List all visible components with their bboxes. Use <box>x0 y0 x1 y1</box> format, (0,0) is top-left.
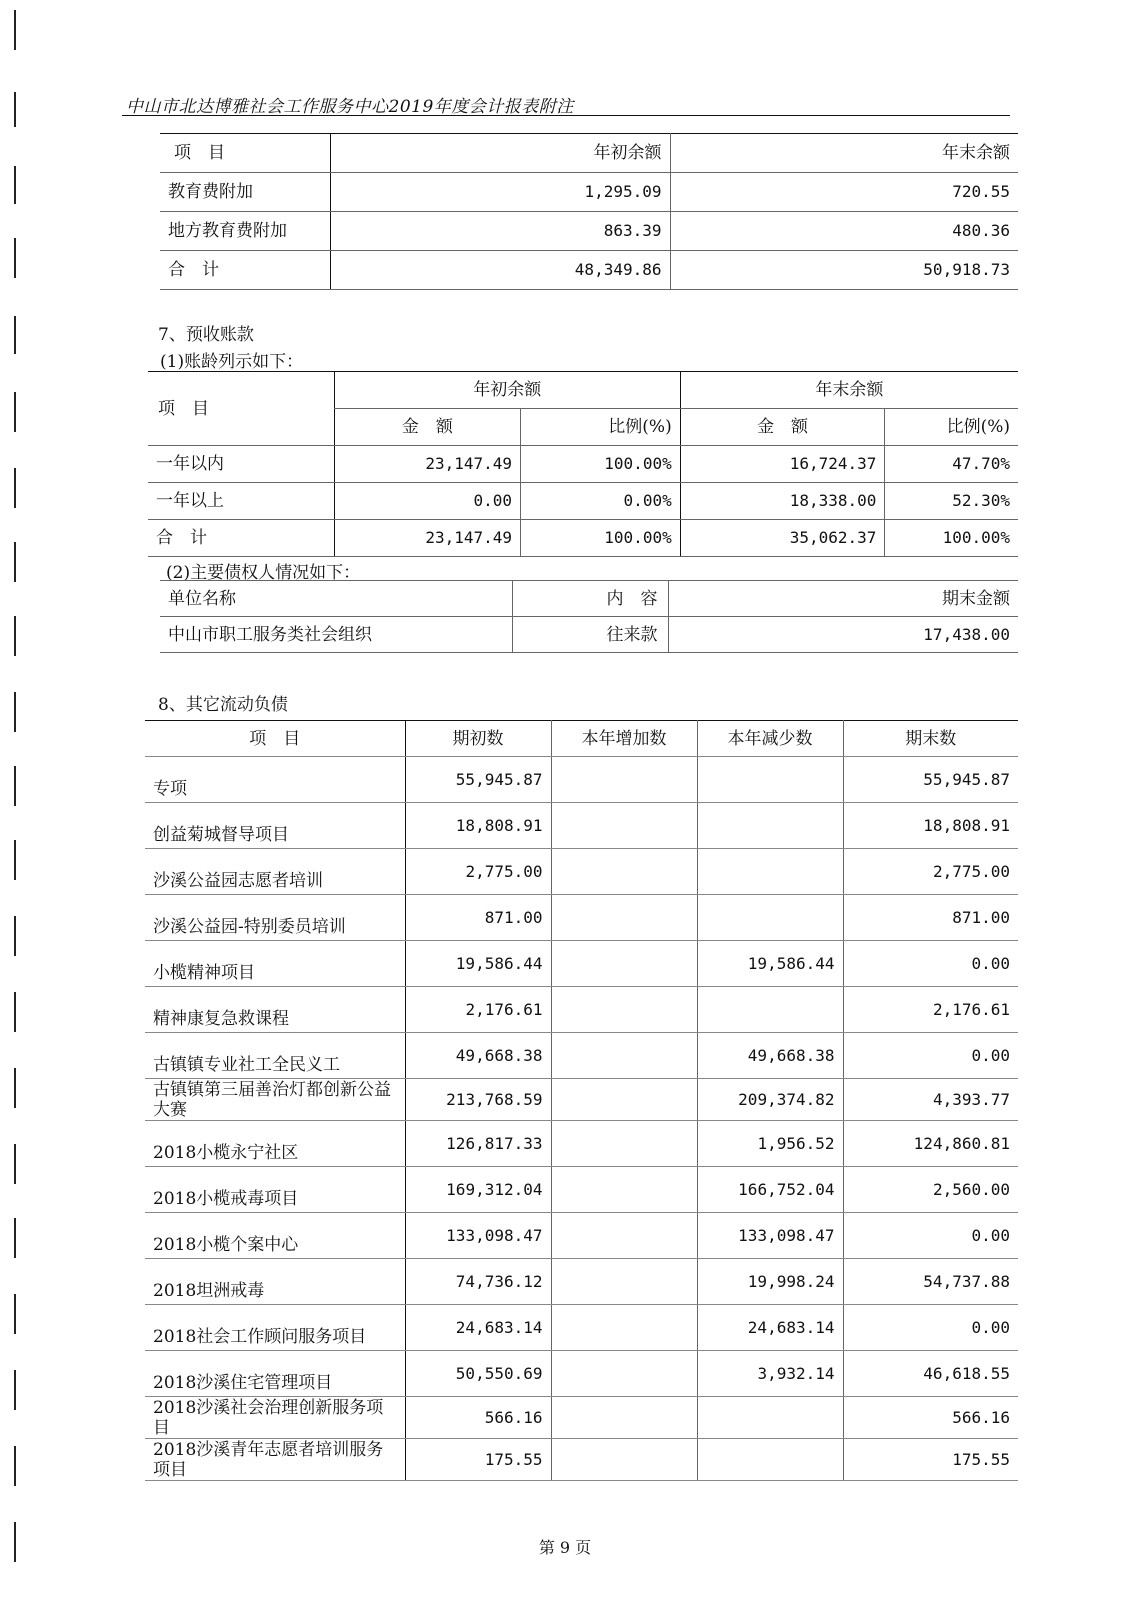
row-label: 合 计 <box>148 520 334 557</box>
cell-value: 480.36 <box>670 212 1018 251</box>
column-header: 内 容 <box>512 581 668 617</box>
scan-edge-mark <box>14 10 16 50</box>
table-row <box>145 1213 1018 1259</box>
table-row <box>145 1351 1018 1397</box>
scan-edge-mark <box>14 542 16 582</box>
scan-edge-mark <box>14 1218 16 1258</box>
cell-value: 175.55 <box>405 1439 551 1481</box>
cell-value <box>551 1259 697 1305</box>
row-label: 2018小榄永宁社区 <box>145 1121 405 1167</box>
cell-value <box>551 1213 697 1259</box>
column-header: 项 目 <box>145 721 405 757</box>
sub-header: 比例(%) <box>885 409 1018 446</box>
sub-header: 比例(%) <box>521 409 681 446</box>
cell-value: 2,775.00 <box>843 849 1018 895</box>
table-header-row <box>160 581 1018 617</box>
group-header: 年初余额 <box>334 372 680 409</box>
column-header: 本年减少数 <box>697 721 843 757</box>
cell-value: 46,618.55 <box>843 1351 1018 1397</box>
table-total-row <box>160 251 1018 290</box>
row-label: 2018小榄个案中心 <box>145 1213 405 1259</box>
row-label: 地方教育费附加 <box>160 212 330 251</box>
cell-value: 17,438.00 <box>668 617 1018 653</box>
cell-value: 566.16 <box>843 1397 1018 1439</box>
row-label: 2018小榄戒毒项目 <box>145 1167 405 1213</box>
row-label: 2018沙溪社会治理创新服务项目 <box>145 1397 405 1439</box>
cell-value <box>551 1439 697 1481</box>
cell-value: 19,998.24 <box>697 1259 843 1305</box>
cell-value: 871.00 <box>405 895 551 941</box>
cell-value: 3,932.14 <box>697 1351 843 1397</box>
cell-value: 2,560.00 <box>843 1167 1018 1213</box>
cell-value <box>697 987 843 1033</box>
cell-value <box>697 1397 843 1439</box>
row-label: 沙溪公益园志愿者培训 <box>145 849 405 895</box>
table-row <box>145 895 1018 941</box>
column-header: 期末金额 <box>668 581 1018 617</box>
column-header: 年末余额 <box>670 134 1018 173</box>
scan-edge-mark <box>14 1370 16 1410</box>
column-header: 项 目 <box>160 134 330 173</box>
table-row <box>145 1079 1018 1121</box>
cell-value: 18,808.91 <box>843 803 1018 849</box>
table-row <box>145 1439 1018 1481</box>
cell-value: 35,062.37 <box>680 520 885 557</box>
table-row <box>160 173 1018 212</box>
table-header-row <box>160 134 1018 173</box>
scan-edge-mark <box>14 316 16 354</box>
cell-value: 720.55 <box>670 173 1018 212</box>
table-row <box>145 849 1018 895</box>
cell-value: 213,768.59 <box>405 1079 551 1121</box>
column-header: 期初数 <box>405 721 551 757</box>
cell-value <box>697 849 843 895</box>
table-row <box>160 617 1018 653</box>
cell-value <box>551 849 697 895</box>
cell-value: 0.00 <box>843 941 1018 987</box>
cell-value: 18,808.91 <box>405 803 551 849</box>
cell-value: 100.00% <box>521 446 681 483</box>
cell-value: 16,724.37 <box>680 446 885 483</box>
row-label: 古镇镇专业社工全民义工 <box>145 1033 405 1079</box>
scan-edge-mark <box>14 840 16 880</box>
cell-value: 24,683.14 <box>697 1305 843 1351</box>
cell-value <box>551 803 697 849</box>
cell-value <box>697 803 843 849</box>
cell-value: 0.00 <box>843 1305 1018 1351</box>
table-row <box>145 987 1018 1033</box>
header-rule <box>122 115 1010 116</box>
row-label: 2018沙溪住宅管理项目 <box>145 1351 405 1397</box>
cell-value <box>551 1167 697 1213</box>
cell-value: 863.39 <box>330 212 670 251</box>
column-header: 年初余额 <box>330 134 670 173</box>
row-label: 教育费附加 <box>160 173 330 212</box>
aging-table <box>148 371 1018 557</box>
row-label: 小榄精神项目 <box>145 941 405 987</box>
cell-value: 48,349.86 <box>330 251 670 290</box>
cell-value: 100.00% <box>885 520 1018 557</box>
table-row <box>145 1033 1018 1079</box>
table-row <box>145 1121 1018 1167</box>
group-header-row <box>148 372 1018 409</box>
cell-value: 0.00 <box>334 483 520 520</box>
cell-value: 2,176.61 <box>405 987 551 1033</box>
section-7-title: 7、预收账款 <box>158 325 254 345</box>
cell-value: 19,586.44 <box>697 941 843 987</box>
section-8-title: 8、其它流动负债 <box>158 695 288 715</box>
table-row <box>145 1305 1018 1351</box>
table-row <box>160 212 1018 251</box>
scan-edge-mark <box>14 92 16 127</box>
row-label: 2018沙溪青年志愿者培训服务项目 <box>145 1439 405 1481</box>
scan-edge-mark <box>14 1068 16 1108</box>
cell-value: 47.70% <box>885 446 1018 483</box>
column-header: 期末数 <box>843 721 1018 757</box>
table-row <box>145 757 1018 803</box>
cell-value: 1,295.09 <box>330 173 670 212</box>
scan-edge-mark <box>14 916 16 956</box>
scan-edge-mark <box>14 992 16 1032</box>
table-row <box>148 446 1018 483</box>
cell-value <box>551 757 697 803</box>
table-row <box>145 1167 1018 1213</box>
cell-value: 124,860.81 <box>843 1121 1018 1167</box>
cell-value: 0.00 <box>843 1213 1018 1259</box>
cell-value: 0.00 <box>843 1033 1018 1079</box>
cell-value: 54,737.88 <box>843 1259 1018 1305</box>
cell-value: 50,550.69 <box>405 1351 551 1397</box>
table-row <box>145 1259 1018 1305</box>
cell-value: 133,098.47 <box>405 1213 551 1259</box>
cell-value: 18,338.00 <box>680 483 885 520</box>
other-current-liabilities-table <box>145 720 1018 1481</box>
scan-edge-mark <box>14 692 16 732</box>
cell-value <box>551 941 697 987</box>
cell-value: 55,945.87 <box>843 757 1018 803</box>
cell-value: 23,147.49 <box>334 520 520 557</box>
page-number: 第 9 页 <box>538 1538 592 1557</box>
row-label: 一年以内 <box>148 446 334 483</box>
sub-header: 金 额 <box>680 409 885 446</box>
row-label: 中山市职工服务类社会组织 <box>160 617 512 653</box>
row-label: 创益菊城督导项目 <box>145 803 405 849</box>
cell-value <box>551 1033 697 1079</box>
group-header: 年末余额 <box>680 372 1018 409</box>
column-header: 单位名称 <box>160 581 512 617</box>
cell-value: 871.00 <box>843 895 1018 941</box>
scan-edge-mark <box>14 1446 16 1486</box>
table-row <box>145 803 1018 849</box>
cell-value: 166,752.04 <box>697 1167 843 1213</box>
cell-value <box>697 895 843 941</box>
row-label: 合 计 <box>160 251 330 290</box>
table-total-row <box>148 520 1018 557</box>
table-row <box>145 941 1018 987</box>
cell-value <box>697 757 843 803</box>
cell-value: 74,736.12 <box>405 1259 551 1305</box>
scan-edge-mark <box>14 238 16 278</box>
cell-value <box>551 1121 697 1167</box>
cell-value: 4,393.77 <box>843 1079 1018 1121</box>
table-row <box>148 483 1018 520</box>
tax-surcharge-table <box>160 133 1018 290</box>
row-label: 精神康复急救课程 <box>145 987 405 1033</box>
cell-value <box>551 1079 697 1121</box>
scan-edge-mark <box>14 766 16 806</box>
aging-caption: (1)账龄列示如下： <box>160 352 304 372</box>
scan-edge-mark <box>14 1294 16 1334</box>
cell-value: 169,312.04 <box>405 1167 551 1213</box>
cell-value: 24,683.14 <box>405 1305 551 1351</box>
row-label: 2018坦洲戒毒 <box>145 1259 405 1305</box>
cell-value: 0.00% <box>521 483 681 520</box>
cell-value <box>551 987 697 1033</box>
scan-edge-mark <box>14 166 16 204</box>
row-label: 专项 <box>145 757 405 803</box>
cell-value: 49,668.38 <box>697 1033 843 1079</box>
cell-value: 50,918.73 <box>670 251 1018 290</box>
cell-value: 19,586.44 <box>405 941 551 987</box>
column-header: 项 目 <box>148 372 334 446</box>
scan-edge-mark <box>14 392 16 432</box>
creditor-caption: (2)主要债权人情况如下： <box>166 563 361 583</box>
cell-value: 49,668.38 <box>405 1033 551 1079</box>
scan-edge-mark <box>14 468 16 508</box>
row-label: 2018社会工作顾问服务项目 <box>145 1305 405 1351</box>
table-header-row <box>145 721 1018 757</box>
column-header: 本年增加数 <box>551 721 697 757</box>
row-label: 沙溪公益园-特别委员培训 <box>145 895 405 941</box>
scan-edge-mark <box>14 616 16 656</box>
cell-value: 175.55 <box>843 1439 1018 1481</box>
cell-value: 133,098.47 <box>697 1213 843 1259</box>
cell-value: 566.16 <box>405 1397 551 1439</box>
cell-value <box>551 895 697 941</box>
cell-value: 126,817.33 <box>405 1121 551 1167</box>
scan-edge-mark <box>14 1144 16 1184</box>
page-header-title: 中山市北达博雅社会工作服务中心2019年度会计报表附注 <box>126 97 574 117</box>
cell-value: 2,176.61 <box>843 987 1018 1033</box>
table-row <box>145 1397 1018 1439</box>
cell-value: 往来款 <box>512 617 668 653</box>
sub-header: 金 额 <box>334 409 520 446</box>
cell-value <box>551 1351 697 1397</box>
cell-value: 2,775.00 <box>405 849 551 895</box>
cell-value: 55,945.87 <box>405 757 551 803</box>
cell-value <box>551 1305 697 1351</box>
cell-value <box>697 1439 843 1481</box>
cell-value <box>551 1397 697 1439</box>
cell-value: 1,956.52 <box>697 1121 843 1167</box>
row-label: 古镇镇第三届善治灯都创新公益大赛 <box>145 1079 405 1121</box>
cell-value: 52.30% <box>885 483 1018 520</box>
row-label: 一年以上 <box>148 483 334 520</box>
cell-value: 100.00% <box>521 520 681 557</box>
creditor-table <box>160 580 1018 653</box>
cell-value: 23,147.49 <box>334 446 520 483</box>
cell-value: 209,374.82 <box>697 1079 843 1121</box>
